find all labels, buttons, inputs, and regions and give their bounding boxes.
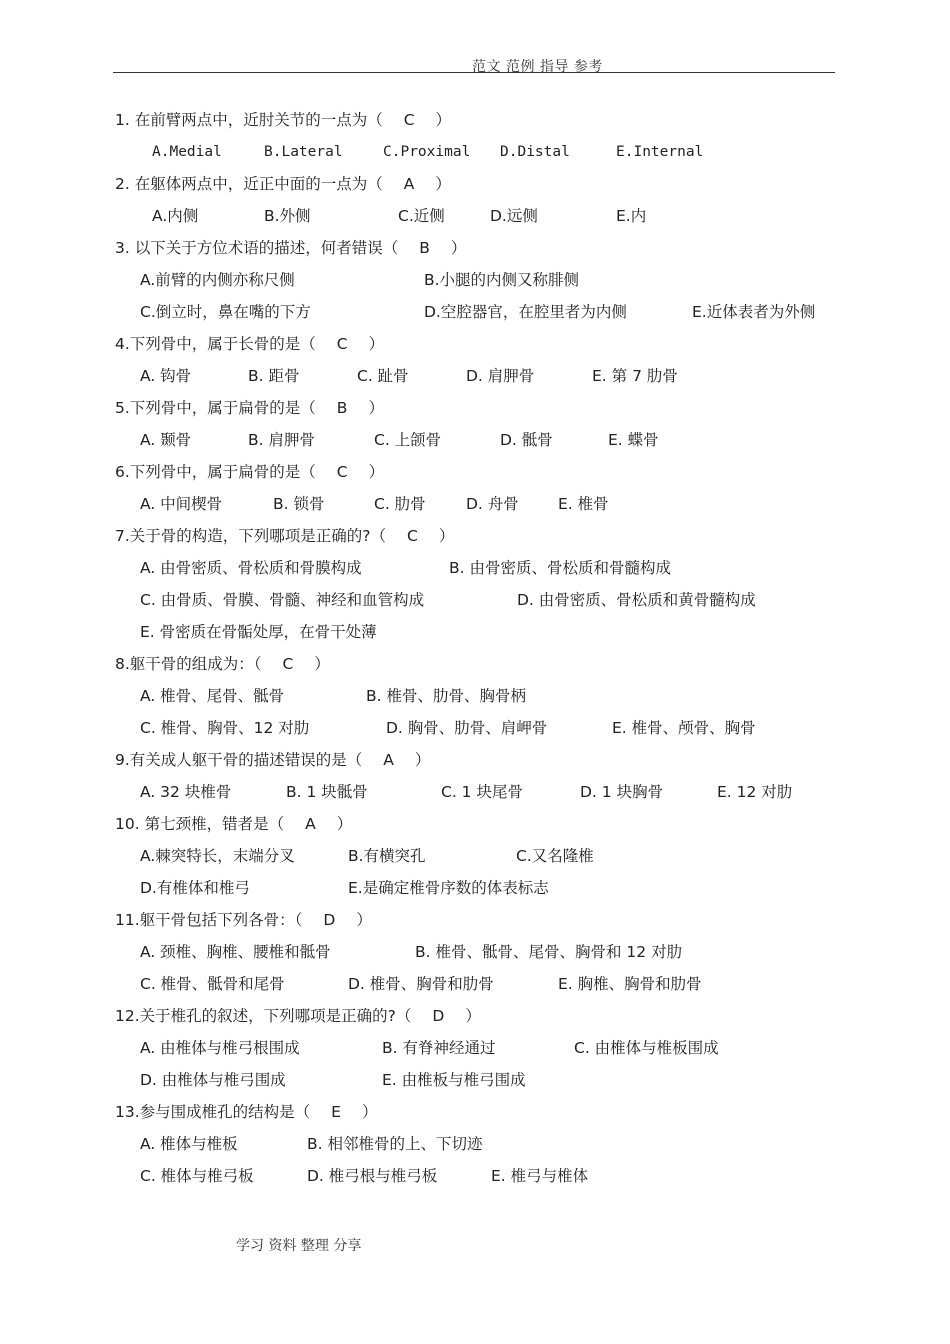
question-text: 1. 在前臂两点中，近肘关节的一点为（ <box>115 111 383 129</box>
header-divider <box>113 72 835 73</box>
option-b: B.有横突孔 <box>348 847 426 865</box>
question-11 <box>115 908 372 932</box>
question-9 <box>115 748 430 772</box>
option-c: E. 椎骨、颅骨、胸骨 <box>612 719 756 737</box>
option-a: A. 椎骨、尾骨、骶骨 <box>140 687 285 705</box>
option-a: C. 椎体与椎弓板 <box>140 1167 254 1185</box>
option-row <box>0 940 950 964</box>
option-b: E.是确定椎骨序数的体表标志 <box>348 879 549 897</box>
option-row <box>0 780 950 804</box>
answer-close-paren: ） <box>336 815 353 833</box>
option-b: B.小腿的内侧又称腓侧 <box>424 271 580 289</box>
option-e: E.Internal <box>616 144 704 160</box>
question-text: 9.有关成人躯干骨的描述错误的是（ <box>115 751 363 769</box>
answer-close-paren: ） <box>361 1103 378 1121</box>
option-b: B. 肩胛骨 <box>248 431 315 449</box>
option-row <box>0 716 950 740</box>
option-e: E. 第 7 肋骨 <box>592 367 678 385</box>
option-b: B. 椎骨、骶骨、尾骨、胸骨和 12 对肋 <box>415 943 683 961</box>
option-a: A. 颞骨 <box>140 431 192 449</box>
question-text: 5.下列骨中，属于扁骨的是（ <box>115 399 316 417</box>
option-a: E. 骨密质在骨骺处厚，在骨干处薄 <box>140 623 377 641</box>
answer-letter: B <box>336 399 348 417</box>
option-row <box>0 428 950 452</box>
option-row <box>0 300 950 324</box>
option-a: C. 椎骨、骶骨和尾骨 <box>140 975 285 993</box>
option-a: A.前臂的内侧亦称尺侧 <box>140 271 295 289</box>
question-text: 7.关于骨的构造，下列哪项是正确的?（ <box>115 527 387 545</box>
option-e: E.内 <box>616 207 647 225</box>
option-row <box>0 876 950 900</box>
option-row <box>0 620 950 644</box>
option-row <box>0 1036 950 1060</box>
answer-close-paren: ） <box>414 751 431 769</box>
option-d: D. 1 块胸骨 <box>580 783 664 801</box>
page-header: 范文 范例 指导 参考 <box>472 59 603 75</box>
option-row <box>0 1068 950 1092</box>
option-row <box>0 268 950 292</box>
question-text: 2. 在躯体两点中，近正中面的一点为（ <box>115 175 383 193</box>
option-c: C. 趾骨 <box>357 367 409 385</box>
option-b: B.Lateral <box>264 144 343 160</box>
question-10 <box>115 812 352 836</box>
question-4 <box>115 332 384 356</box>
question-12 <box>115 1004 481 1028</box>
option-row <box>0 204 950 228</box>
option-a: A. 颈椎、胸椎、腰椎和骶骨 <box>140 943 331 961</box>
option-c: C. 肋骨 <box>374 495 426 513</box>
answer-letter: A <box>403 175 415 193</box>
option-c: C. 由椎体与椎板围成 <box>574 1039 719 1057</box>
option-a: A.棘突特长，末端分叉 <box>140 847 295 865</box>
option-b: B. 椎骨、肋骨、胸骨柄 <box>366 687 526 705</box>
option-a: A.Medial <box>152 144 222 160</box>
option-b: B. 有脊神经通过 <box>382 1039 496 1057</box>
answer-letter: A <box>305 815 316 833</box>
page-footer: 学习 资料 整理 分享 <box>236 1238 362 1254</box>
option-row <box>0 844 950 868</box>
option-a: C. 椎骨、胸骨、12 对肋 <box>140 719 310 737</box>
question-8 <box>115 652 330 676</box>
option-d: D. 舟骨 <box>466 495 519 513</box>
answer-close-paren: ） <box>450 239 467 257</box>
answer-letter: B <box>419 239 430 257</box>
option-row <box>0 588 950 612</box>
option-c: C.Proximal <box>383 144 471 160</box>
option-c: E.近体表者为外侧 <box>692 303 816 321</box>
question-text: 4.下列骨中，属于长骨的是（ <box>115 335 316 353</box>
option-c: C.近侧 <box>398 207 445 225</box>
option-a: C.倒立时，鼻在嘴的下方 <box>140 303 311 321</box>
answer-letter: A <box>383 751 394 769</box>
option-b: B. 锁骨 <box>273 495 325 513</box>
option-b: B. 1 块骶骨 <box>286 783 368 801</box>
option-c: E. 椎弓与椎体 <box>491 1167 589 1185</box>
question-13 <box>115 1100 377 1124</box>
question-5 <box>115 396 384 420</box>
answer-close-paren: ） <box>356 911 372 929</box>
question-text: 10. 第七颈椎，错者是（ <box>115 815 285 833</box>
option-row <box>0 364 950 388</box>
option-b: B.外侧 <box>264 207 311 225</box>
answer-letter: C <box>336 463 348 481</box>
question-text: 8.躯干骨的组成为：（ <box>115 655 262 673</box>
option-d: D.远侧 <box>490 207 538 225</box>
option-b: D. 胸骨、肋骨、肩岬骨 <box>386 719 548 737</box>
answer-letter: D <box>323 911 336 929</box>
option-b: B. 相邻椎骨的上、下切迹 <box>307 1135 483 1153</box>
option-b: D. 椎弓根与椎弓板 <box>307 1167 438 1185</box>
option-row <box>0 556 950 580</box>
question-7 <box>115 524 454 548</box>
option-row <box>0 1132 950 1156</box>
answer-letter: E <box>331 1103 341 1121</box>
option-a: A. 由骨密质、骨松质和骨膜构成 <box>140 559 362 577</box>
question-text: 11.躯干骨包括下列各骨：（ <box>115 911 303 929</box>
option-a: A. 由椎体与椎弓根围成 <box>140 1039 300 1057</box>
option-b: D.空腔器官，在腔里者为内侧 <box>424 303 627 321</box>
option-a: D.有椎体和椎弓 <box>140 879 250 897</box>
option-a: A. 中间楔骨 <box>140 495 223 513</box>
question-text: 3. 以下关于方位术语的描述，何者错误（ <box>115 239 399 257</box>
answer-letter: C <box>282 655 294 673</box>
question-2 <box>115 172 451 196</box>
option-e: E. 蝶骨 <box>608 431 659 449</box>
option-b: D. 椎骨、胸骨和肋骨 <box>348 975 494 993</box>
answer-letter: C <box>407 527 418 545</box>
option-b: B. 由骨密质、骨松质和骨髓构成 <box>449 559 671 577</box>
option-row <box>0 492 950 516</box>
option-a: A. 钩骨 <box>140 367 192 385</box>
answer-close-paren: ） <box>368 463 385 481</box>
option-d: D.Distal <box>500 144 570 160</box>
option-a: A.内侧 <box>152 207 199 225</box>
option-d: D. 肩胛骨 <box>466 367 535 385</box>
answer-close-paren: ） <box>368 335 385 353</box>
option-b: D. 由骨密质、骨松质和黄骨髓构成 <box>517 591 756 609</box>
option-a: A. 32 块椎骨 <box>140 783 232 801</box>
answer-letter: C <box>336 335 348 353</box>
option-b: B. 距骨 <box>248 367 300 385</box>
question-text: 13.参与围成椎孔的结构是（ <box>115 1103 311 1121</box>
option-c: C.又名隆椎 <box>516 847 594 865</box>
option-row <box>0 140 950 164</box>
answer-letter: C <box>403 111 415 129</box>
answer-close-paren: ） <box>368 399 384 417</box>
question-1 <box>115 108 451 132</box>
option-b: E. 由椎板与椎弓围成 <box>382 1071 526 1089</box>
option-row <box>0 684 950 708</box>
question-text: 6.下列骨中，属于扁骨的是（ <box>115 463 316 481</box>
option-c: C. 1 块尾骨 <box>441 783 523 801</box>
option-a: A. 椎体与椎板 <box>140 1135 238 1153</box>
option-e: E. 12 对肋 <box>717 783 793 801</box>
option-c: C. 上颌骨 <box>374 431 442 449</box>
option-c: E. 胸椎、胸骨和肋骨 <box>558 975 702 993</box>
answer-close-paren: ） <box>435 111 452 129</box>
option-e: E. 椎骨 <box>558 495 609 513</box>
answer-close-paren: ） <box>438 527 455 545</box>
answer-close-paren: ） <box>314 655 330 673</box>
option-a: D. 由椎体与椎弓围成 <box>140 1071 286 1089</box>
answer-close-paren: ） <box>465 1007 481 1025</box>
option-d: D. 骶骨 <box>500 431 553 449</box>
option-row <box>0 972 950 996</box>
option-a: C. 由骨质、骨膜、骨髓、神经和血管构成 <box>140 591 425 609</box>
answer-close-paren: ） <box>435 175 451 193</box>
answer-letter: D <box>432 1007 445 1025</box>
question-6 <box>115 460 384 484</box>
question-3 <box>115 236 466 260</box>
question-text: 12.关于椎孔的叙述，下列哪项是正确的?（ <box>115 1007 412 1025</box>
option-row <box>0 1164 950 1188</box>
